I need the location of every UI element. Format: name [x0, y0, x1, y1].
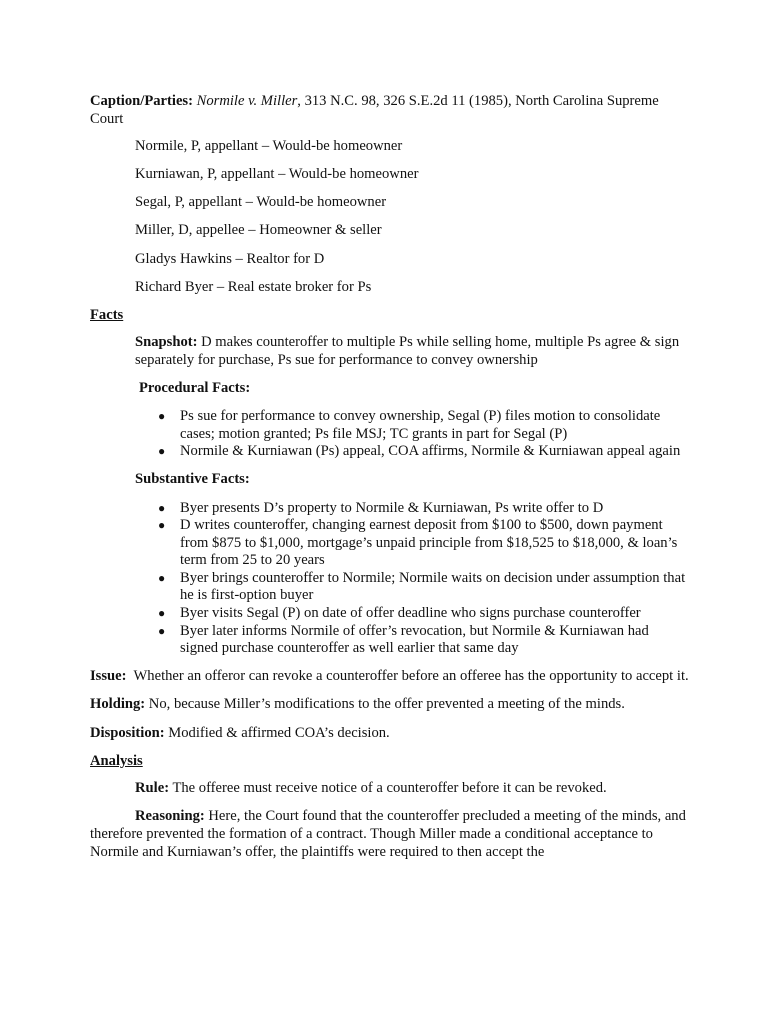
- facts-heading: Facts: [90, 306, 124, 323]
- list-item: [158, 408, 690, 443]
- list-item: [158, 569, 690, 605]
- party-item: Miller, D, appellee – Homeowner & seller: [135, 222, 382, 239]
- list-item: [158, 622, 690, 658]
- bullet-icon: ●: [158, 444, 166, 459]
- issue-text: Whether an offeror can revoke a counteroffer before an offeree has the opportunity to accept it.: [126, 668, 689, 685]
- caption-label: Caption/Parties:: [90, 93, 193, 109]
- list-item-text: Byer brings counteroffer to Normile; Normile waits on decision under assumption that he is first-option buyer: [180, 569, 686, 604]
- list-item: [158, 499, 690, 518]
- substantive-facts-list: [90, 500, 690, 658]
- reasoning-label: Reasoning:: [135, 808, 205, 825]
- snapshot: [135, 334, 690, 369]
- analysis-heading: Analysis: [90, 752, 143, 769]
- snapshot-label: Snapshot:: [135, 334, 198, 351]
- list-item: [158, 517, 690, 570]
- bullet-icon: ●: [158, 623, 166, 638]
- list-item: [158, 605, 690, 623]
- bullet-icon: ●: [158, 500, 166, 515]
- bullet-icon: ●: [158, 606, 166, 621]
- disposition-label: Disposition:: [90, 724, 165, 741]
- party-item: Segal, P, appellant – Would-be homeowner: [135, 194, 387, 211]
- procedural-facts-label: Procedural Facts:: [139, 380, 251, 397]
- reasoning-text: Here, the Court found that the counteroffer precluded a meeting of the minds, and therefore prevented the formation of a contract. Though Miller made a conditional acceptance to Normile and Kurniawan’s offer, the plaintiffs were required to then accept the: [90, 808, 686, 860]
- list-item: [158, 443, 690, 461]
- issue-label: Issue:: [90, 668, 127, 685]
- procedural-facts-heading: [139, 380, 690, 398]
- snapshot-text: D makes counteroffer to multiple Ps while selling home, multiple Ps agree & sign separately for purchase, Ps sue for performance to convey ownership: [135, 334, 680, 368]
- rule-text: The offeree must receive notice of a counteroffer before it can be revoked.: [169, 780, 607, 797]
- disposition: [90, 725, 690, 743]
- holding: [90, 696, 690, 714]
- substantive-facts-heading: [135, 471, 690, 489]
- case-citation: , 313 N.C. 98, 326 S.E.2d 11 (1985), North Carolina Supreme Court: [90, 93, 659, 127]
- list-item-text: D writes counteroffer, changing earnest deposit from $100 to $500, down payment from $875 to $1,000, mortgage’s unpaid principle from $18,525 to $18,000, & loan’s term from 25 to 20 years: [180, 517, 678, 569]
- disposition-text: Modified & affirmed COA’s decision.: [164, 724, 390, 741]
- bullet-icon: ●: [158, 518, 166, 533]
- party-item: Normile, P, appellant – Would-be homeowner: [135, 138, 403, 155]
- list-item-text: Byer presents D’s property to Normile & Kurniawan, Ps write offer to D: [180, 499, 604, 516]
- case-name: Normile v. Miller: [196, 93, 298, 109]
- holding-label: Holding:: [90, 696, 146, 713]
- procedural-facts-list: [90, 408, 690, 461]
- document-page: [90, 93, 690, 861]
- list-item-text: Normile & Kurniawan (Ps) appeal, COA affirms, Normile & Kurniawan appeal again: [180, 443, 681, 460]
- bullet-icon: ●: [158, 570, 166, 585]
- issue: [90, 668, 690, 686]
- holding-text: No, because Miller’s modifications to the offer prevented a meeting of the minds.: [145, 696, 625, 713]
- party-item: Kurniawan, P, appellant – Would-be homeowner: [135, 166, 419, 183]
- party-item: Gladys Hawkins – Realtor for D: [135, 250, 325, 267]
- bullet-icon: ●: [158, 409, 166, 424]
- party-item: Richard Byer – Real estate broker for Ps: [135, 278, 372, 295]
- rule-label: Rule:: [135, 780, 170, 797]
- list-item-text: Byer visits Segal (P) on date of offer deadline who signs purchase counteroffer: [180, 605, 641, 622]
- reasoning: [90, 808, 690, 861]
- list-item-text: Byer later informs Normile of offer’s revocation, but Normile & Kurniawan had signed purchase counteroffer as well earlier that same day: [180, 622, 649, 657]
- list-item-text: Ps sue for performance to convey ownership, Segal (P) files motion to consolidate cases; motion granted; Ps file MSJ; TC grants in part for Segal (P): [180, 408, 661, 442]
- caption-parties: [90, 93, 690, 128]
- substantive-facts-label: Substantive Facts:: [135, 471, 250, 488]
- rule: [135, 780, 690, 798]
